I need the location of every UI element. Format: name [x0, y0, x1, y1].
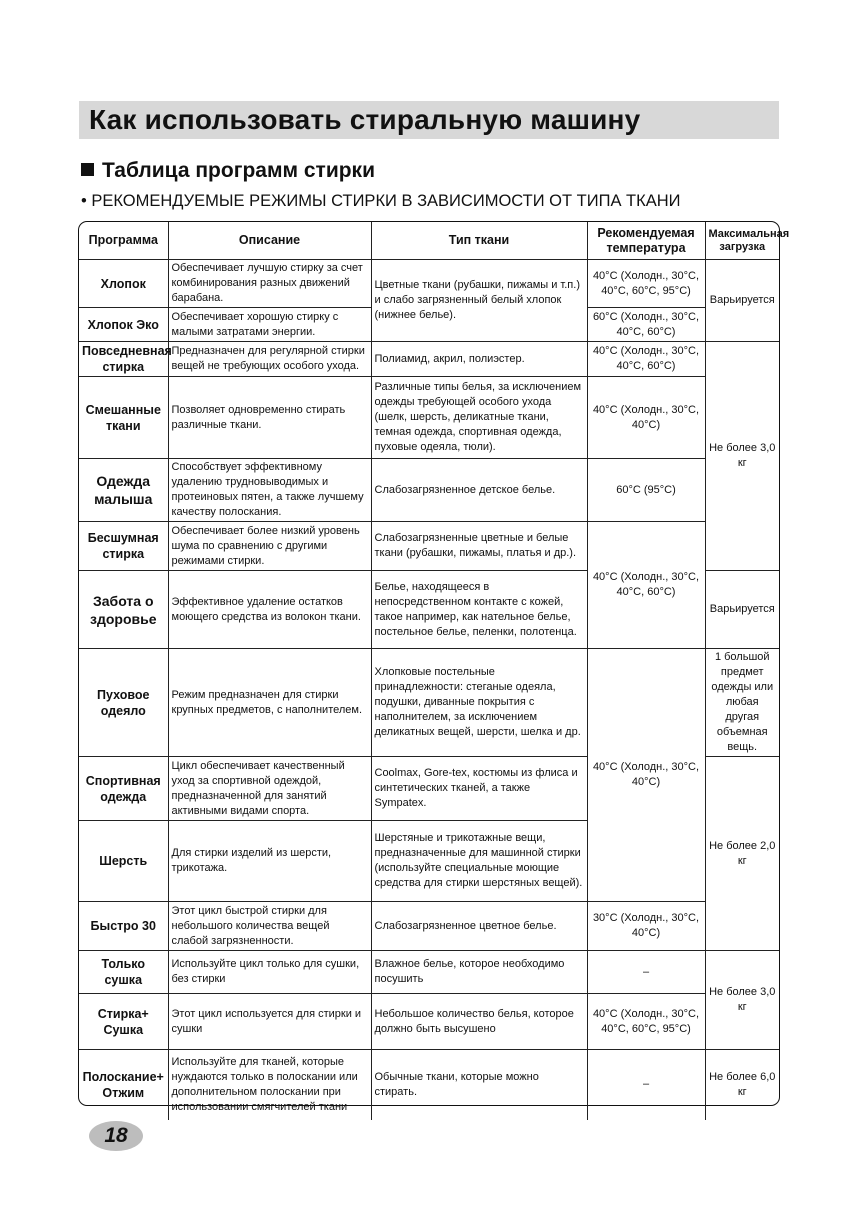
- temperature: –: [587, 1050, 705, 1120]
- program-description: Предназначен для регулярной стирки вещей не требующих особого ухода.: [168, 342, 371, 377]
- program-description: Обеспечивает лучшую стирку за счет комбинирования разных движений барабана.: [168, 260, 371, 308]
- fabric-type: Небольшое количество белья, которое должно быть высушено: [371, 994, 587, 1050]
- max-load: 1 большой предмет одежды или любая другая объемная вещь.: [705, 649, 779, 757]
- program-name: Стирка+ Сушка: [79, 994, 168, 1050]
- temperature: 40°C (Холодн., 30°C, 40°C, 60°C): [587, 522, 705, 649]
- section-subtitle: • РЕКОМЕНДУЕМЫЕ РЕЖИМЫ СТИРКИ В ЗАВИСИМОСТИ ОТ ТИПА ТКАНИ: [81, 192, 681, 210]
- program-name: Быстро 30: [79, 902, 168, 951]
- program-name: Хлопок: [79, 260, 168, 308]
- max-load: Не более 6,0 кг: [705, 1050, 779, 1120]
- program-description: Цикл обеспечивает качественный уход за спортивной одеждой, предназначенной для занятий активными видами спорта.: [168, 757, 371, 821]
- program-description: Этот цикл быстрой стирки для небольшого количества вещей слабой загрязненности.: [168, 902, 371, 951]
- program-description: Обеспечивает хорошую стирку с малыми затратами энергии.: [168, 308, 371, 342]
- temperature: 40°C (Холодн., 30°C, 40°C): [587, 649, 705, 902]
- temperature: 40°C (Холодн., 30°C, 40°C, 60°C, 95°C): [587, 994, 705, 1050]
- table-row: [79, 522, 779, 571]
- square-bullet-icon: [81, 163, 94, 176]
- program-name: Забота о здоровье: [79, 571, 168, 649]
- program-description: Для стирки изделий из шерсти, трикотажа.: [168, 821, 371, 902]
- table-header-row: [79, 222, 779, 260]
- page-number: 18: [89, 1121, 143, 1151]
- fabric-type: Белье, находящееся в непосредственном контакте с кожей, такое например, как нательное белье, постельное белье, пеленки, полотенца.: [371, 571, 587, 649]
- temperature: 40°C (Холодн., 30°C, 40°C, 60°C): [587, 342, 705, 377]
- table-row: [79, 260, 779, 308]
- program-name: Шерсть: [79, 821, 168, 902]
- wash-programs-table: [78, 221, 790, 1113]
- max-load: Не более 3,0 кг: [705, 342, 779, 571]
- fabric-type: Coolmax, Gore-tex, костюмы из флиса и синтетических тканей, а также Sympatex.: [371, 757, 587, 821]
- fabric-type: Слабозагрязненное детское белье.: [371, 459, 587, 522]
- program-description: Режим предназначен для стирки крупных предметов, с наполнителем.: [168, 649, 371, 757]
- temperature: 60°C (Холодн., 30°C, 40°C, 60°C): [587, 308, 705, 342]
- max-load: Варьируется: [705, 260, 779, 342]
- title-bar: [79, 101, 779, 139]
- table-row: [79, 951, 779, 994]
- program-description: Способствует эффективному удалению трудновыводимых и протеиновых пятен, а также лучшему качеству полоскания.: [168, 459, 371, 522]
- fabric-type: Обычные ткани, которые можно стирать.: [371, 1050, 587, 1120]
- table-row: [79, 459, 779, 522]
- program-description: Позволяет одновременно стирать различные ткани.: [168, 377, 371, 459]
- fabric-type: Шерстяные и трикотажные вещи, предназначенные для машинной стирки (используйте специальные моющие средства для стирки шерстяных вещей).: [371, 821, 587, 902]
- fabric-type: Различные типы белья, за исключением одежды требующей особого ухода (шелк, шерсть, деликатные ткани, темная одежда, спортивная одежда, пуховые одеяла, тюли).: [371, 377, 587, 459]
- table-row: [79, 994, 779, 1050]
- program-name: Полоскание+ Отжим: [79, 1050, 168, 1120]
- max-load: Не более 3,0 кг: [705, 951, 779, 1050]
- program-description: Используйте цикл только для сушки, без стирки: [168, 951, 371, 994]
- program-name: Повседневная стирка: [79, 342, 168, 377]
- program-name: Смешанные ткани: [79, 377, 168, 459]
- temperature: –: [587, 951, 705, 994]
- temperature: 40°C (Холодн., 30°C, 40°C): [587, 377, 705, 459]
- program-description: Эффективное удаление остатков моющего средства из волокон ткани.: [168, 571, 371, 649]
- fabric-type: Цветные ткани (рубашки, пижамы и т.п.) и слабо загрязненный белый хлопок (нижнее белье).: [371, 260, 587, 342]
- program-description: Используйте для тканей, которые нуждаются только в полоскании или дополнительном полоскании при использовании смягчителей ткани: [168, 1050, 371, 1120]
- section-title: Таблица программ стирки: [102, 159, 375, 182]
- program-name: Одежда малыша: [79, 459, 168, 522]
- program-name: Хлопок Эко: [79, 308, 168, 342]
- table-row: [79, 649, 779, 757]
- header-temperature: Рекомендуемая температура: [587, 222, 705, 260]
- max-load: Не более 2,0 кг: [705, 757, 779, 951]
- fabric-type: Влажное белье, которое необходимо посушить: [371, 951, 587, 994]
- temperature: 60°C (95°C): [587, 459, 705, 522]
- table-row: [79, 342, 779, 377]
- program-name: Пуховое одеяло: [79, 649, 168, 757]
- temperature: 30°C (Холодн., 30°C, 40°C): [587, 902, 705, 951]
- program-name: Спортивная одежда: [79, 757, 168, 821]
- header-max-load: Максимальная загрузка: [705, 222, 779, 260]
- program-name: Только сушка: [79, 951, 168, 994]
- header-program: Программа: [79, 222, 168, 260]
- fabric-type: Полиамид, акрил, полиэстер.: [371, 342, 587, 377]
- header-description: Описание: [168, 222, 371, 260]
- page-title: Как использовать стиральную машину: [89, 104, 641, 135]
- program-name: Бесшумная стирка: [79, 522, 168, 571]
- section-heading: [81, 159, 375, 183]
- fabric-type: Слабозагрязненные цветные и белые ткани (рубашки, пижамы, платья и др.).: [371, 522, 587, 571]
- table-row: [79, 377, 779, 459]
- fabric-type: Хлопковые постельные принадлежности: стеганые одеяла, подушки, диванные покрытия с наполнителем, за исключением деликатных вещей, шерсти, шелка и др.: [371, 649, 587, 757]
- program-description: Этот цикл используется для стирки и сушки: [168, 994, 371, 1050]
- max-load: Варьируется: [705, 571, 779, 649]
- temperature: 40°C (Холодн., 30°C, 40°C, 60°C, 95°C): [587, 260, 705, 308]
- table-row: [79, 902, 779, 951]
- table-row: [79, 1050, 779, 1120]
- fabric-type: Слабозагрязненное цветное белье.: [371, 902, 587, 951]
- program-description: Обеспечивает более низкий уровень шума по сравнению с другими режимами стирки.: [168, 522, 371, 571]
- header-fabric: Тип ткани: [371, 222, 587, 260]
